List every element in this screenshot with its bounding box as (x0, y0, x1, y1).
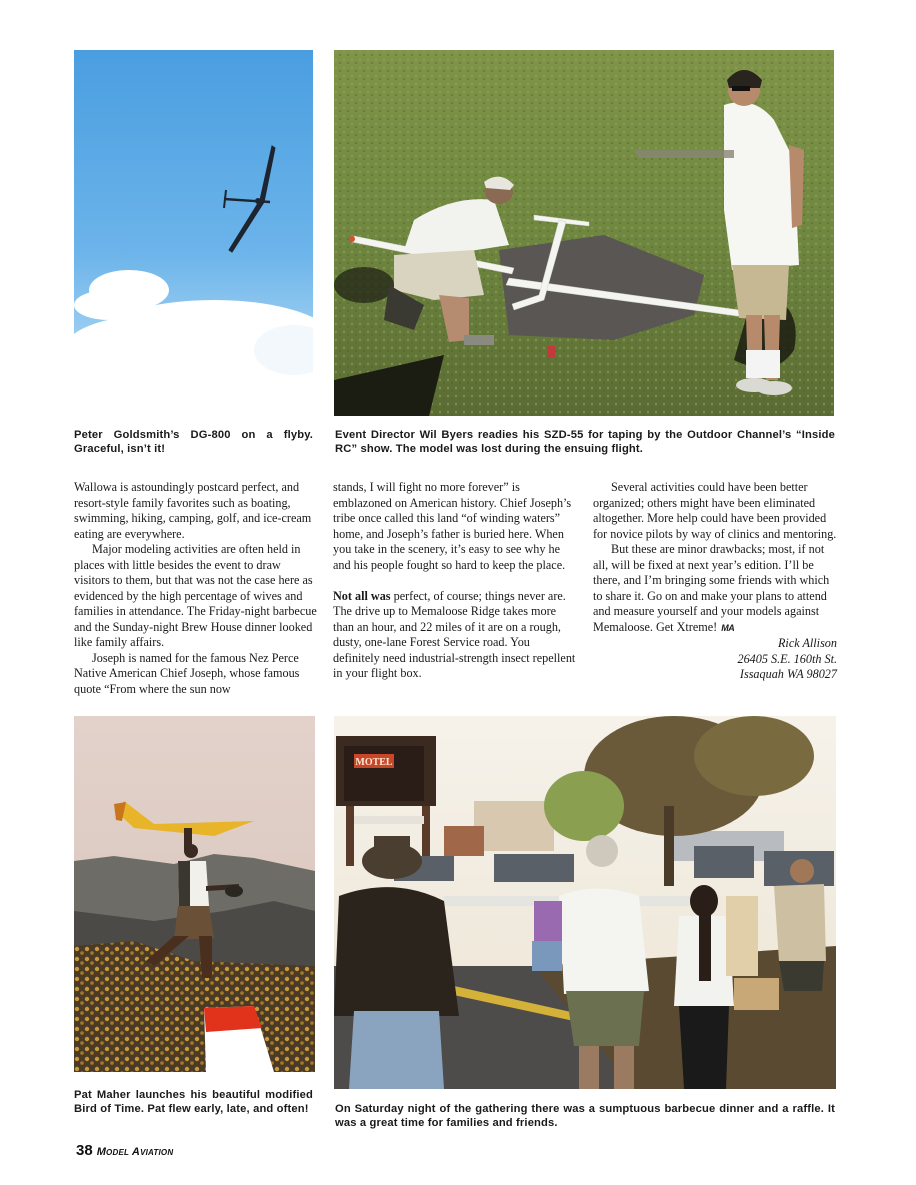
caption-bird-of-time-launch: Pat Maher launches his beautiful modified Bird of Time. Pat flew early, late, and often! (74, 1089, 313, 1115)
caption-szd55-preparation: Event Director Wil Byers readies his SZD-55 for taping by the Outdoor Channel’s “Inside RC” show. The model was lost during the ensuing flight. (335, 429, 835, 455)
caption-glider-flyby: Peter Goldsmith’s DG-800 on a flyby. Graceful, isn’t it! (74, 429, 313, 455)
article-paragraph: Joseph is named for the famous Nez Perce Native American Chief Joseph, whose famous quote “From where the sun now (74, 650, 300, 696)
caption-barbecue-gathering: On Saturday night of the gathering there was a sumptuous barbecue dinner and a raffle. It was a great time for families and friends. (335, 1103, 835, 1129)
author-name: Rick Allison (777, 636, 837, 650)
photo-szd55-preparation (334, 50, 834, 416)
photo-barbecue-gathering (334, 716, 836, 1089)
section-lead-in: Not all was (333, 588, 391, 603)
article-paragraph: stands, I will fight no more forever” is emblazoned on American history. Chief Joseph’s tribe once called this land “of winding waters” home, and Joseph’s father is buried here. When you take in the scenery, it’s easy to see why he and his people fought so hard to keep the place. (333, 480, 572, 572)
article-paragraph: Wallowa is astoundingly postcard perfect, and resort-style family favorites such as boating, swimming, hiking, camping, golf, and ice-cream eating are everywhere. (74, 480, 312, 541)
article-paragraph (593, 542, 837, 636)
motel-sign-text: MOTEL (355, 757, 393, 768)
author-address-line-1: 26405 S.E. 160th St. (737, 651, 837, 666)
author-address-line-2: Issaquah WA 98027 (739, 667, 837, 681)
article-paragraph: Several activities could have been better organized; others might have been eliminated altogether. More help could have been provided for novice pilots by way of clinics and mentoring. (593, 480, 837, 541)
paragraph-body: But these are minor drawbacks; most, if not all, will be fixed at next year’s edition. I’ll be there, and I’m bringing some friends with which to share it. Go on and make your plans to attend and measure yourself and your models against Memaloose. Get Xtreme! (593, 542, 830, 634)
magazine-name: Model Aviation (96, 1146, 174, 1158)
article-column-2 (333, 480, 577, 682)
page-number: 38 (76, 1142, 93, 1159)
paragraph-body: perfect, of course; things never are. The drive up to Memaloose Ridge takes more than an hour, and 22 miles of it are on a rough, dusty, one-lane Forest Service road. You definitely need industrial-strength insect repellent in your flight box. (333, 588, 576, 680)
end-of-article-mark: MA (721, 622, 735, 633)
photo-bird-of-time-launch (74, 716, 315, 1072)
article-paragraph (333, 589, 577, 682)
photo-glider-flyby (74, 50, 313, 418)
author-signature (593, 636, 837, 683)
article-column-1 (74, 480, 318, 697)
article-paragraph: Major modeling activities are often held in places with little besides the event to draw visitors to them, but that was not the case here as evidenced by the high percentage of wives and families in attendance. The Friday-night barbecue and the Sunday-night Brew House dinner looked like family affairs. (74, 542, 317, 649)
article-column-3 (593, 480, 837, 683)
page-folio (76, 1142, 173, 1160)
